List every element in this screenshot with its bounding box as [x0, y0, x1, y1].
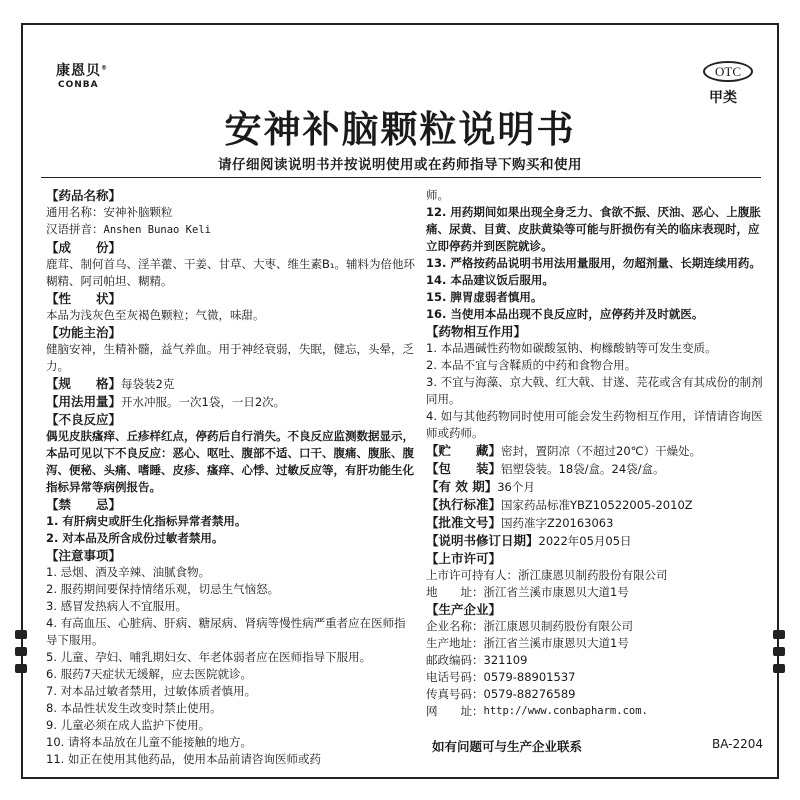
- section-standard-label: 【执行标准】: [426, 497, 502, 512]
- manufacturer-value: 0579-88276589: [483, 687, 576, 701]
- note-item: 11. 如正在使用其他药品，使用本品前请咨询医师或药: [46, 752, 321, 766]
- package-row: [426, 460, 763, 478]
- pinyin-value: Anshen Bunao Keli: [103, 224, 211, 236]
- manufacturer-row: [426, 618, 763, 635]
- section-name-label: 【药品名称】: [46, 188, 122, 203]
- contra-item: 1. 有肝病史或肝生化指标异常者禁用。: [46, 514, 247, 528]
- section-package-label: 【包 装】: [426, 461, 502, 476]
- page-subtitle: 请仔细阅读说明书并按说明使用或在药师指导下购买和使用: [218, 157, 582, 173]
- note-item: 3. 感冒发热病人不宜服用。: [46, 599, 188, 613]
- validity-row: [426, 478, 763, 496]
- note-item: 2. 服药期间要保持情绪乐观，切忌生气恼怒。: [46, 582, 280, 596]
- validity-text: 36个月: [497, 480, 535, 494]
- standard-text: 国家药品标准YBZ10522005-2010Z: [501, 498, 693, 512]
- mah-holder-value: 浙江康恩贝制药股份有限公司: [518, 568, 668, 582]
- note-item: 14. 本品建议饭后服用。: [426, 273, 554, 287]
- mah-holder-key: 上市许可持有人：: [426, 568, 518, 582]
- manufacturer-website[interactable]: http://www.conbapharm.com.: [483, 705, 648, 717]
- pinyin-label: 汉语拼音：: [46, 222, 104, 236]
- left-edge-clip: [15, 630, 27, 674]
- section-revision-label: 【说明书修订日期】: [426, 533, 539, 548]
- revision-row: [426, 532, 763, 550]
- mah-address-key: 地 址：: [426, 585, 484, 599]
- manufacturer-key: 传真号码：: [426, 687, 484, 701]
- note-item: 16. 当使用本品出现不良反应时，应停药并及时就医。: [426, 307, 704, 321]
- interaction-item: 4. 如与其他药物同时使用可能会发生药物相互作用，详情请咨询医师或药师。: [426, 409, 763, 440]
- document-code: BA-2204: [712, 737, 764, 751]
- package-text: 铝塑袋装。18袋/盒。24袋/盒。: [501, 462, 665, 476]
- section-approval-label: 【批准文号】: [426, 515, 502, 530]
- usage-text: 开水冲服。一次1袋，一日2次。: [121, 395, 286, 409]
- section-storage-label: 【贮 藏】: [426, 443, 502, 458]
- manufacturer-value: 浙江康恩贝制药股份有限公司: [483, 619, 633, 633]
- title-divider: [41, 177, 761, 178]
- brand-en: CONBA: [58, 80, 99, 90]
- spec-row: [46, 375, 416, 393]
- manufacturer-row: [426, 635, 763, 652]
- manufacturer-key: 邮政编码：: [426, 653, 484, 667]
- page-title: 安神补脑颗粒说明书: [224, 108, 576, 151]
- pinyin-row: [46, 221, 416, 239]
- section-ingredients-label: 【成 份】: [46, 240, 122, 255]
- character-text: 本品为浅灰色至灰褐色颗粒；气微，味甜。: [46, 308, 265, 322]
- section-indication-label: 【功能主治】: [46, 325, 122, 340]
- right-column: [426, 187, 763, 720]
- section-interactions-label: 【药物相互作用】: [426, 324, 527, 339]
- section-adverse-label: 【不良反应】: [46, 412, 122, 427]
- section-manufacturer-label: 【生产企业】: [426, 602, 502, 617]
- usage-row: [46, 393, 416, 411]
- spec-text: 每袋装2克: [121, 377, 175, 391]
- manufacturer-row: [426, 669, 763, 686]
- adverse-text: 偶见皮肤瘙痒、丘疹样红点，停药后自行消失。不良反应监测数据显示，本品可见以下不良反应：恶心、呕吐、腹部不适、口干、腹痛、腹胀、腹泻、便秘、头痛、嗜睡、皮疹、瘙痒、心悸、过敏反应等，有肝功能生化指标异常等病例报告。: [46, 429, 414, 494]
- section-usage-label: 【用法用量】: [46, 394, 122, 409]
- note-item: 9. 儿童必须在成人监护下使用。: [46, 718, 211, 732]
- registered-mark: ®: [101, 64, 108, 72]
- manufacturer-value: 321109: [483, 653, 528, 667]
- section-validity-label: 【有 效 期】: [426, 479, 498, 494]
- note-item: 7. 对本品过敏者禁用，过敏体质者慎用。: [46, 684, 257, 698]
- otc-category: 甲类: [709, 90, 737, 106]
- mah-address-value: 浙江省兰溪市康恩贝大道1号: [483, 585, 629, 599]
- brand-name: 康恩贝: [56, 63, 101, 79]
- manufacturer-key: 企业名称：: [426, 619, 484, 633]
- left-column: [46, 187, 416, 768]
- contra-item: 2. 对本品及所含成份过敏者禁用。: [46, 531, 224, 545]
- interaction-item: 1. 本品遇碱性药物如碳酸氢钠、枸橼酸钠等可发生变质。: [426, 341, 717, 355]
- standard-row: [426, 496, 763, 514]
- revision-text: 2022年05月05日: [538, 534, 632, 548]
- approval-text: 国药准字Z20163063: [501, 516, 614, 530]
- brand-logo: [56, 60, 108, 90]
- manufacturer-key: 电话号码：: [426, 670, 484, 684]
- interaction-item: 2. 本品不宜与含鞣质的中药和食物合用。: [426, 358, 637, 372]
- storage-text: 密封，置阴凉（不超过20℃）干燥处。: [501, 444, 702, 458]
- mah-holder-row: [426, 567, 763, 584]
- note-item: 12. 用药期间如果出现全身乏力、食欲不振、厌油、恶心、上腹胀痛、尿黄、目黄、皮肤黄染等可能与肝损伤有关的临床表现时，应立即停药并到医院就诊。: [426, 205, 761, 253]
- manufacturer-row: [426, 652, 763, 669]
- contact-note: 如有问题可与生产企业联系: [432, 739, 583, 754]
- ingredients-text: 鹿茸、制何首乌、淫羊藿、干姜、甘草、大枣、维生素B₁。辅料为倍他环糊精、阿司帕坦、糊精。: [46, 257, 415, 288]
- section-notes-label: 【注意事项】: [46, 548, 122, 563]
- note-item: 13. 严格按药品说明书用法用量服用，勿超剂量、长期连续用药。: [426, 256, 761, 270]
- section-character-label: 【性 状】: [46, 291, 122, 306]
- note-item: 10. 请将本品放在儿童不能接触的地方。: [46, 735, 252, 749]
- storage-row: [426, 442, 763, 460]
- manufacturer-row: [426, 686, 763, 703]
- right-edge-clip: [773, 630, 785, 674]
- mah-address-row: [426, 584, 763, 601]
- indication-text: 健脑安神，生精补髓，益气养血。用于神经衰弱，失眠，健忘，头晕，乏力。: [46, 342, 414, 373]
- manufacturer-value: 0579-88901537: [483, 670, 576, 684]
- section-mah-label: 【上市许可】: [426, 551, 502, 566]
- note-item: 8. 本品性状发生改变时禁止使用。: [46, 701, 222, 715]
- approval-row: [426, 514, 763, 532]
- note-item: 15. 脾胃虚弱者慎用。: [426, 290, 543, 304]
- note-item: 1. 忌烟、酒及辛辣、油腻食物。: [46, 565, 211, 579]
- generic-name: 通用名称：安神补脑颗粒: [46, 205, 173, 219]
- otc-badge: OTC: [703, 61, 753, 82]
- manufacturer-value: 浙江省兰溪市康恩贝大道1号: [483, 636, 629, 650]
- section-spec-label: 【规 格】: [46, 376, 122, 391]
- manufacturer-key: 网 址：: [426, 704, 484, 718]
- section-contra-label: 【禁 忌】: [46, 497, 122, 512]
- note-item: 师。: [426, 188, 449, 202]
- manufacturer-row: [426, 703, 763, 720]
- interaction-item: 3. 不宜与海藻、京大戟、红大戟、甘遂、芫花或含有其成份的制剂同用。: [426, 375, 763, 406]
- note-item: 6. 服药7天症状无缓解，应去医院就诊。: [46, 667, 252, 681]
- manufacturer-key: 生产地址：: [426, 636, 484, 650]
- note-item: 5. 儿童、孕妇、哺乳期妇女、年老体弱者应在医师指导下服用。: [46, 650, 372, 664]
- note-item: 4. 有高血压、心脏病、肝病、糖尿病、肾病等慢性病严重者应在医师指导下服用。: [46, 616, 406, 647]
